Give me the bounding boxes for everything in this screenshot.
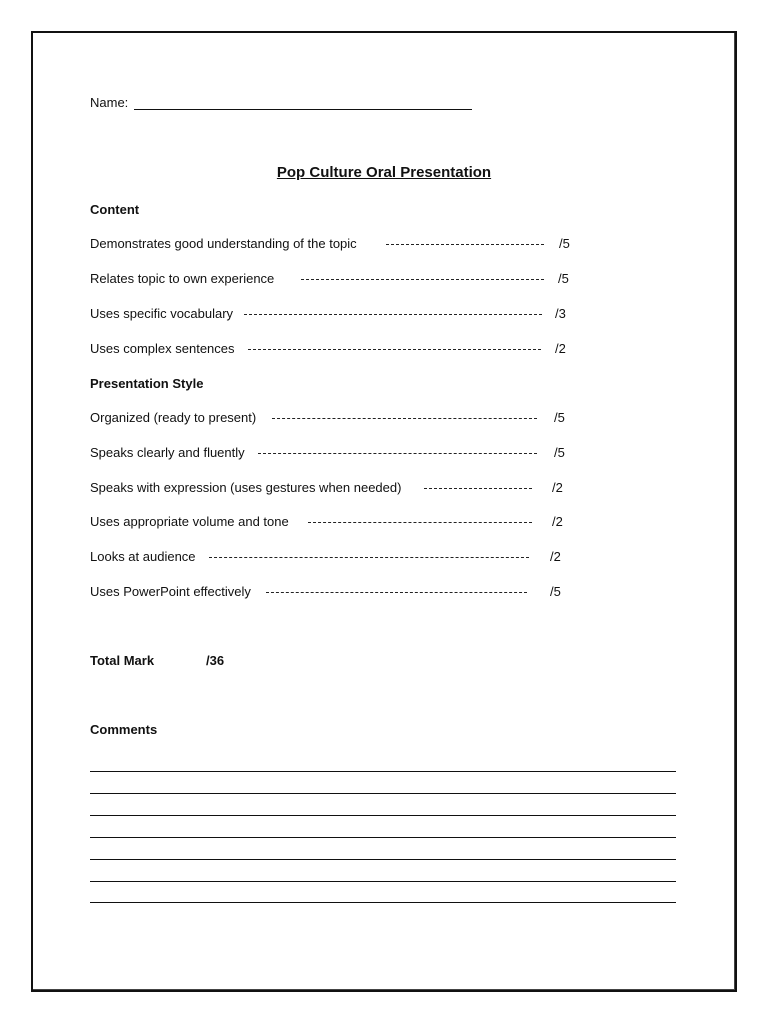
total-mark-label: Total Mark xyxy=(90,653,155,668)
criterion-label: Looks at audience xyxy=(90,549,196,564)
dash-leader xyxy=(258,453,537,454)
total-mark-value: /36 xyxy=(206,653,225,668)
name-label: Name: xyxy=(90,95,129,110)
criterion-score: /5 xyxy=(554,410,565,425)
criterion-label: Relates topic to own experience xyxy=(90,271,275,286)
comment-line[interactable] xyxy=(90,859,676,860)
criterion-score: /2 xyxy=(552,514,563,529)
criterion-label: Organized (ready to present) xyxy=(90,410,257,425)
comment-line[interactable] xyxy=(90,837,676,838)
criterion-score: /2 xyxy=(555,341,566,356)
name-field-line[interactable] xyxy=(134,109,472,110)
criterion-score: /5 xyxy=(554,445,565,460)
criterion-label: Speaks with expression (uses gestures when needed) xyxy=(90,480,402,495)
criterion-label: Uses appropriate volume and tone xyxy=(90,514,289,529)
criterion-score: /5 xyxy=(550,584,561,599)
criterion-score: /2 xyxy=(550,549,561,564)
comments-label: Comments xyxy=(90,722,158,737)
dash-leader xyxy=(209,557,529,558)
criterion-score: /3 xyxy=(555,306,566,321)
dash-leader xyxy=(248,349,541,350)
dash-leader xyxy=(386,244,544,245)
comment-line[interactable] xyxy=(90,815,676,816)
dash-leader xyxy=(272,418,537,419)
dash-leader xyxy=(244,314,542,315)
dash-leader xyxy=(266,592,527,593)
criterion-score: /5 xyxy=(559,236,570,251)
criterion-label: Demonstrates good understanding of the topic xyxy=(90,236,357,251)
criterion-label: Speaks clearly and fluently xyxy=(90,445,245,460)
form-title: Pop Culture Oral Presentation xyxy=(276,164,492,181)
section-heading-presentation-style: Presentation Style xyxy=(90,376,204,391)
criterion-label: Uses specific vocabulary xyxy=(90,306,234,321)
section-heading-content: Content xyxy=(90,202,140,217)
comment-line[interactable] xyxy=(90,902,676,903)
comment-line[interactable] xyxy=(90,881,676,882)
criterion-label: Uses complex sentences xyxy=(90,341,235,356)
dash-leader xyxy=(301,279,544,280)
dash-leader xyxy=(424,488,532,489)
dash-leader xyxy=(308,522,532,523)
criterion-score: /2 xyxy=(552,480,563,495)
criterion-score: /5 xyxy=(558,271,569,286)
comment-line[interactable] xyxy=(90,771,676,772)
comment-line[interactable] xyxy=(90,793,676,794)
criterion-label: Uses PowerPoint effectively xyxy=(90,584,251,599)
